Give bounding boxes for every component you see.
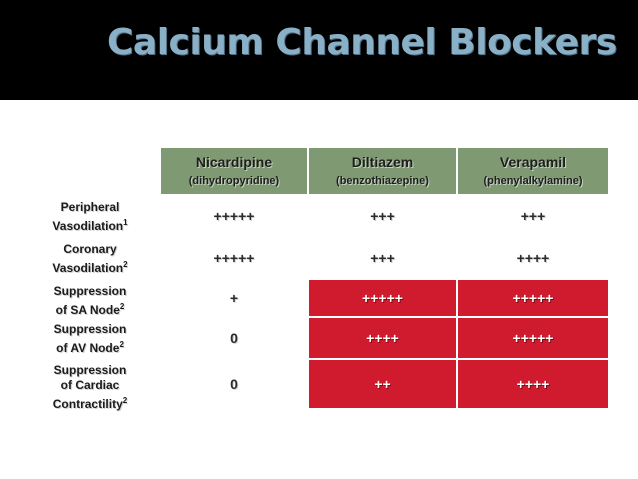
column-class: (dihydropyridine) <box>188 175 280 187</box>
table-cell-highlighted: ++++ <box>458 360 608 408</box>
table-cell: 0 <box>230 376 238 392</box>
footnote-marker: 2 <box>119 340 124 349</box>
table-cell: 0 <box>230 330 238 346</box>
footnote-marker: 2 <box>119 302 125 311</box>
column-name: Diltiazem <box>351 154 414 170</box>
table-cell: + <box>229 290 239 306</box>
row-label-line: of SA Node <box>55 303 120 317</box>
row-label-line: Vasodilation <box>52 219 124 233</box>
table-cell-highlighted: ++ <box>309 360 456 408</box>
row-label-line: of Cardiac <box>60 378 120 392</box>
row-label-line: Coronary <box>63 242 117 256</box>
column-class: (phenylalkylamine) <box>483 175 583 187</box>
column-name: Nicardipine <box>195 154 273 170</box>
column-header-nicardipine <box>161 148 307 194</box>
row-label-line: Vasodilation <box>52 261 124 275</box>
table-cell: ++++ <box>516 250 550 266</box>
column-header-verapamil <box>458 148 608 194</box>
table-cell: +++ <box>370 250 395 266</box>
row-label-line: of AV Node <box>56 341 120 355</box>
table-cell-highlighted: ++++ <box>309 318 456 358</box>
row-label-suppression-av-node <box>30 322 150 356</box>
row-label-line: Suppression <box>53 363 127 377</box>
row-label-line: Contractility <box>52 397 123 411</box>
row-label-suppression-cardiac-contractility <box>30 363 150 412</box>
row-label-line: Peripheral <box>60 200 120 214</box>
row-label-line: Suppression <box>53 284 127 298</box>
footnote-marker: 1 <box>123 218 128 227</box>
footnote-marker: 2 <box>123 260 128 269</box>
table-cell-highlighted: +++++ <box>458 318 608 358</box>
row-label-line: Suppression <box>53 322 127 336</box>
table-cell: +++++ <box>213 250 255 266</box>
row-label-coronary-vasodilation <box>30 242 150 276</box>
footnote-marker: 2 <box>122 396 128 405</box>
table-cell-highlighted: +++++ <box>309 280 456 316</box>
column-header-diltiazem <box>309 148 456 194</box>
row-label-peripheral-vasodilation <box>30 200 150 234</box>
slide-title: Calcium Channel Blockers <box>107 22 617 63</box>
column-name: Verapamil <box>499 154 567 170</box>
table-cell: +++ <box>520 208 546 224</box>
table-cell: +++++ <box>213 208 255 224</box>
table-cell: +++ <box>370 208 395 224</box>
row-label-suppression-sa-node <box>30 284 150 318</box>
column-class: (benzothiazepine) <box>336 175 429 187</box>
table-cell-highlighted: +++++ <box>458 280 608 316</box>
